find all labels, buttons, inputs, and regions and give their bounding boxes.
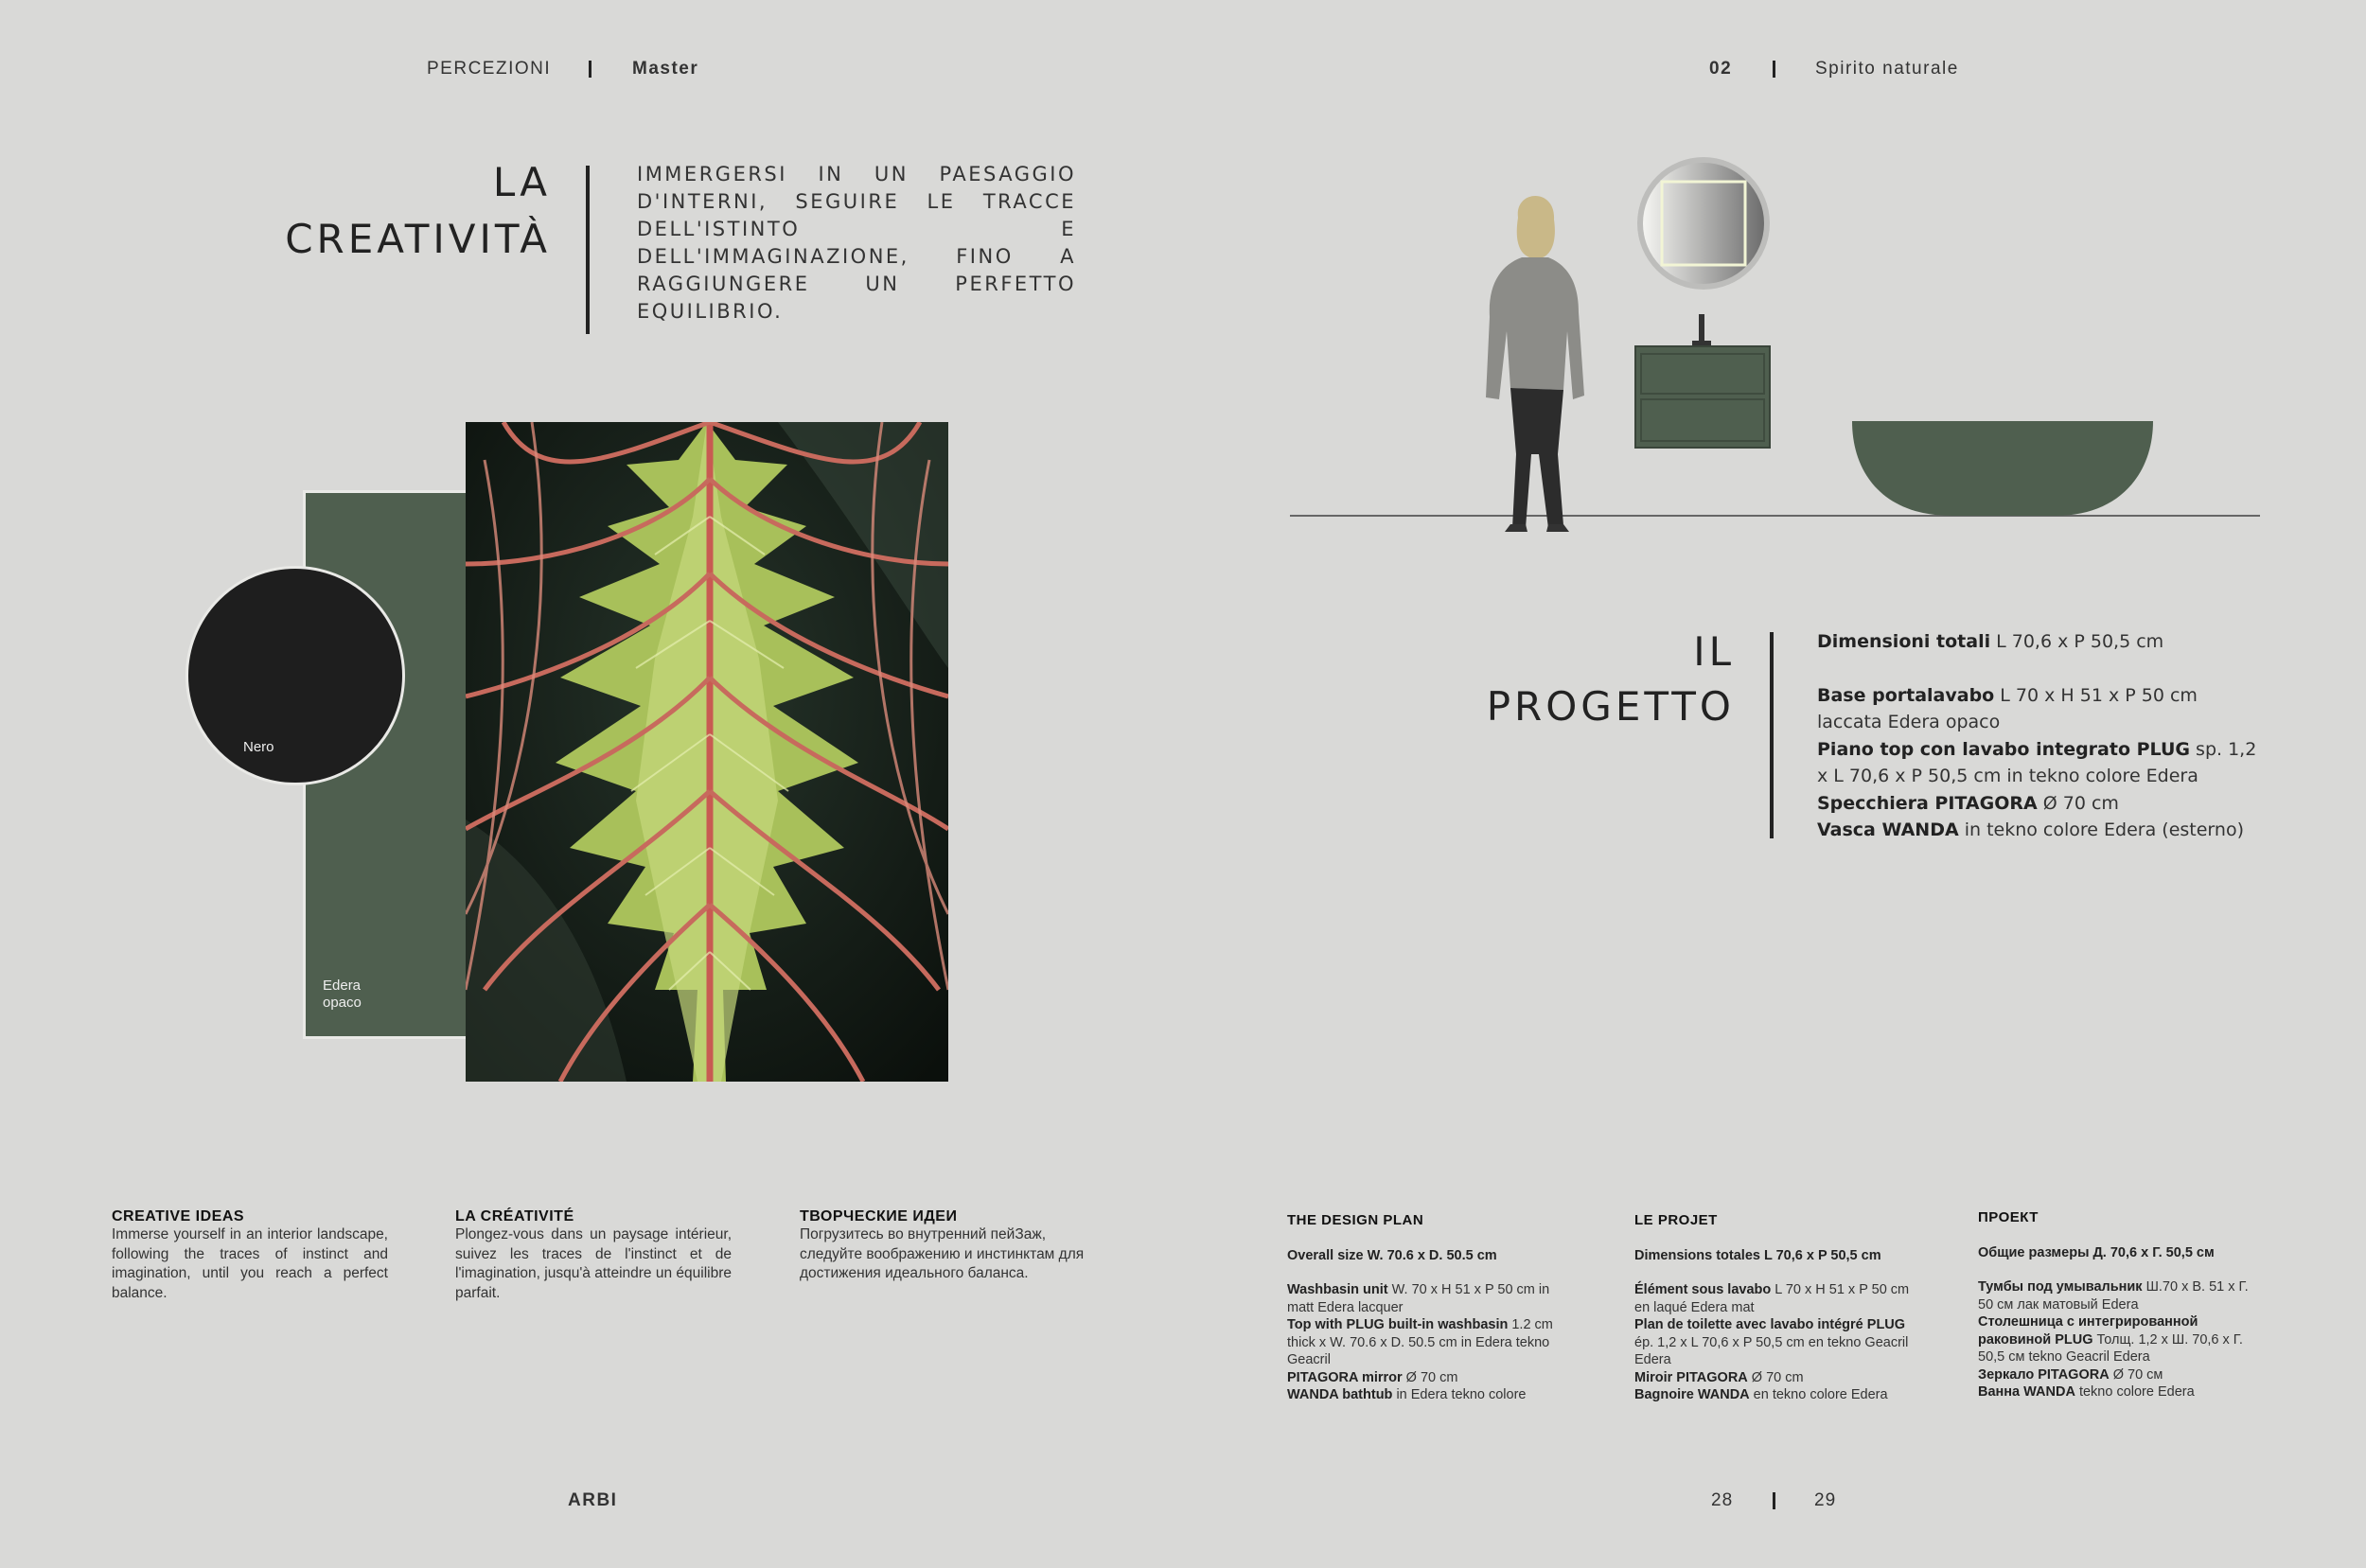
design-plan-fr-item-label: Miroir PITAGORA: [1634, 1369, 1748, 1385]
translation-ru-text: Погрузитесь во внутренний пейЗаж, следуйте воображению и инстинктам для достижения идеального баланса.: [800, 1226, 1085, 1281]
design-plan-fr-item: [1634, 1369, 1911, 1387]
design-plan-fr-item-label: Élément sous lavabo: [1634, 1282, 1772, 1297]
edera-label-line1: Edera: [323, 978, 362, 994]
footer-brand: [568, 1490, 617, 1511]
design-plan-ru: [1978, 1209, 2262, 1401]
left-title-line2: CREATIVITÀ: [285, 216, 551, 262]
spec-base-value: L 70 x H 51 x P 50 cm laccata Edera opaco: [1817, 684, 2198, 732]
page-number-right: 29: [1814, 1490, 1837, 1510]
design-plan-ru-item-label: Столешница с интегрированной раковиной PLUG: [1978, 1314, 2198, 1348]
header-section-left: [427, 59, 551, 79]
edera-label-line2: opaco: [323, 995, 362, 1011]
design-plan-fr-item-value: en tekno colore Edera: [1749, 1387, 1888, 1402]
design-plan-ru-item-value: Толщ. 1,2 x Ш. 70,6 x Г. 50,5 см tekno Geacril Edera: [1978, 1331, 2243, 1365]
design-plan-en-item: [1287, 1386, 1569, 1404]
design-plan-ru-item-label: Зеркало PITAGORA: [1978, 1366, 2110, 1383]
spec-overall-value: L 70,6 x P 50,5 cm: [1990, 631, 2164, 652]
design-plan-ru-overall: Общие размеры Д. 70,6 x Г. 50,5 см: [1978, 1244, 2215, 1260]
page-number-divider: [1773, 1492, 1775, 1509]
translation-fr-text: Plongez-vous dans un paysage intérieur, suivez les traces de l'instinct et de l'imagination, jusqu'à atteindre un équilibre parfait.: [455, 1226, 732, 1301]
design-plan-fr-item: [1634, 1386, 1911, 1404]
spec-base: [1817, 682, 2262, 736]
nero-swatch-label: Nero: [243, 739, 274, 755]
translation-en: [112, 1208, 388, 1303]
right-title: [1487, 625, 1735, 734]
design-plan-fr-heading: LE PROJET: [1634, 1212, 1718, 1228]
header-brand-text: Master: [632, 59, 699, 79]
page-number-left: 28: [1711, 1490, 1734, 1510]
header-divider-left: [589, 61, 592, 78]
header-chapter: Spirito naturale: [1815, 59, 1959, 79]
design-plan-en-overall: Overall size W. 70.6 x D. 50.5 cm: [1287, 1247, 1497, 1263]
right-title-line2: PROGETTO: [1486, 683, 1735, 730]
design-plan-en-item-value: 1.2 cm thick x W. 70.6 x D. 50.5 cm in Edera tekno Geacril: [1287, 1317, 1553, 1367]
spec-bathtub-value: in tekno colore Edera (esterno): [1958, 819, 2244, 840]
person-figure: [1486, 196, 1584, 532]
spec-mirror: [1817, 790, 2262, 818]
design-plan-fr-item: [1634, 1316, 1911, 1369]
header-number: [1709, 59, 1732, 79]
header-section-name: PERCEZIONI: [427, 59, 552, 79]
leaf-image: [466, 422, 948, 1082]
design-plan-fr-item-label: Plan de toilette avec lavabo intégré PLUG: [1634, 1317, 1906, 1332]
spec-mirror-label: Specchiera PITAGORA: [1817, 792, 2038, 814]
left-title-divider: [586, 166, 590, 334]
design-plan-fr-item-value: L 70 x H 51 x P 50 cm en laqué Edera mat: [1634, 1282, 1910, 1315]
design-plan-en-item-value: in Edera tekno colore: [1392, 1387, 1527, 1402]
design-plan-en-heading: THE DESIGN PLAN: [1287, 1212, 1424, 1228]
spec-list: [1817, 628, 2262, 844]
product-scale-drawing: [1287, 151, 2262, 558]
footer-brand-text: ARBI: [568, 1490, 618, 1510]
spec-top-value: sp. 1,2 x L 70,6 x P 50,5 cm in tekno colore Edera: [1817, 738, 2257, 786]
spec-overall-label: Dimensioni totali: [1817, 631, 1991, 652]
design-plan-en-item: [1287, 1316, 1569, 1369]
spec-top: [1817, 736, 2262, 790]
design-plan-fr-overall: Dimensions totales L 70,6 x P 50,5 cm: [1634, 1247, 1881, 1263]
design-plan-ru-item-value: Ш.70 x В. 51 x Г. 50 см лак матовый Edera: [1978, 1279, 2249, 1313]
design-plan-ru-item: [1978, 1313, 2262, 1366]
design-plan-fr-item-value: Ø 70 cm: [1747, 1369, 1804, 1385]
translation-en-heading: CREATIVE IDEAS: [112, 1208, 245, 1224]
design-plan-ru-item: [1978, 1383, 2262, 1401]
left-intro-text: IMMERGERSI IN UN PAESAGGIO D'INTERNI, SEGUIRE LE TRACCE DELL'ISTINTO E DELL'IMMAGINAZIONE, FINO A RAGGIUNGERE UN PERFETTO EQUILIBRIO.: [637, 163, 1076, 323]
design-plan-ru-item-value: Ø 70 см: [2109, 1366, 2163, 1383]
design-plan-fr-item: [1634, 1281, 1911, 1316]
design-plan-ru-heading: ПРОЕКТ: [1978, 1209, 2039, 1225]
right-title-line1: IL: [1693, 628, 1735, 675]
leaf-illustration: [466, 422, 948, 1082]
translation-ru-heading: ТВОРЧЕСКИЕ ИДЕИ: [800, 1208, 958, 1224]
product-illustration: [1287, 151, 2262, 558]
design-plan-en-item: [1287, 1369, 1569, 1387]
cabinet-figure: [1635, 346, 1770, 448]
spec-bathtub-label: Vasca WANDA: [1817, 819, 1959, 840]
design-plan-en: [1287, 1212, 1569, 1404]
header-brand: [632, 59, 698, 79]
design-plan-ru-item: [1978, 1366, 2262, 1384]
design-plan-en-item-label: Top with PLUG built-in washbasin: [1287, 1317, 1509, 1332]
translation-fr: [455, 1208, 732, 1303]
spec-bathtub: [1817, 817, 2262, 844]
translation-ru: [800, 1208, 1088, 1284]
design-plan-fr-item-label: Bagnoire WANDA: [1634, 1387, 1750, 1402]
spec-mirror-value: Ø 70 cm: [2037, 792, 2119, 814]
translation-fr-heading: LA CRÉATIVITÉ: [455, 1208, 574, 1224]
design-plan-en-item-value: Ø 70 cm: [1402, 1369, 1458, 1385]
edera-swatch-label: [323, 978, 362, 1012]
spec-top-label: Piano top con lavabo integrato PLUG: [1817, 738, 2190, 760]
spec-overall: [1817, 628, 2262, 656]
nero-swatch: [185, 566, 405, 785]
right-title-divider: [1770, 632, 1774, 838]
header-divider-right: [1773, 61, 1775, 78]
mirror-figure: [1637, 157, 1770, 290]
bathtub-figure: [1852, 421, 2153, 516]
spec-base-label: Base portalavabo: [1817, 684, 1995, 706]
left-title-line1: LA: [492, 159, 551, 205]
design-plan-en-item: [1287, 1281, 1569, 1316]
design-plan-ru-item-label: Тумбы под умывальник: [1978, 1279, 2143, 1295]
design-plan-fr: [1634, 1212, 1911, 1404]
design-plan-fr-item-value: ép. 1,2 x L 70,6 x P 50,5 cm en tekno Geacril Edera: [1634, 1334, 1909, 1367]
left-title: [285, 154, 551, 268]
design-plan-en-item-label: PITAGORA mirror: [1287, 1369, 1403, 1385]
header-number-text: 02: [1709, 59, 1733, 79]
design-plan-ru-item-value: tekno colore Edera: [2075, 1384, 2195, 1400]
design-plan-en-item-value: W. 70 x H 51 x P 50 cm in matt Edera lacquer: [1287, 1282, 1550, 1315]
design-plan-ru-item: [1978, 1278, 2262, 1313]
design-plan-en-item-label: WANDA bathtub: [1287, 1387, 1393, 1402]
design-plan-en-item-label: Washbasin unit: [1287, 1282, 1388, 1297]
design-plan-ru-item-label: Ванна WANDA: [1978, 1384, 2075, 1400]
translation-en-text: Immerse yourself in an interior landscape, following the traces of instinct and imagination, until you reach a perfect balance.: [112, 1226, 388, 1301]
